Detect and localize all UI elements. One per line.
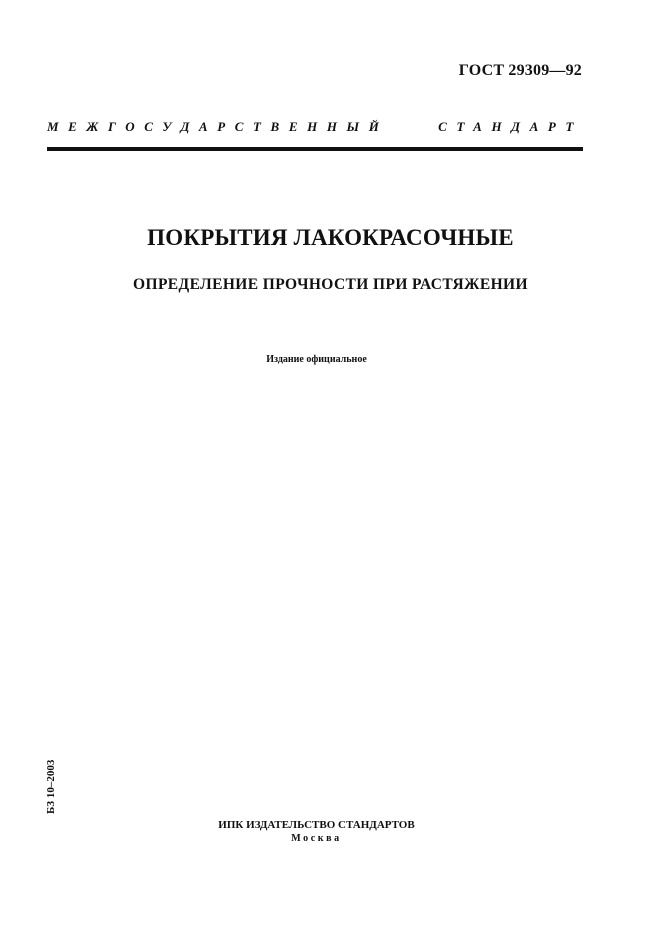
document-subtitle: ОПРЕДЕЛЕНИЕ ПРОЧНОСТИ ПРИ РАСТЯЖЕНИИ <box>133 276 528 293</box>
publisher-city: Москва <box>291 833 342 844</box>
edition-note: Издание официальное <box>266 354 367 365</box>
publisher-name: ИПК ИЗДАТЕЛЬСТВО СТАНДАРТОВ <box>218 819 415 831</box>
side-code: БЗ 10–2003 <box>45 759 57 814</box>
document-number: ГОСТ 29309—92 <box>458 62 582 79</box>
header-rule <box>47 147 583 151</box>
standard-type-heading <box>47 119 583 135</box>
standard-type-text: МЕЖГОСУДАРСТВЕННЫЙ СТАНДАРТ <box>47 119 583 134</box>
document-title: ПОКРЫТИЯ ЛАКОКРАСОЧНЫЕ <box>147 225 514 250</box>
